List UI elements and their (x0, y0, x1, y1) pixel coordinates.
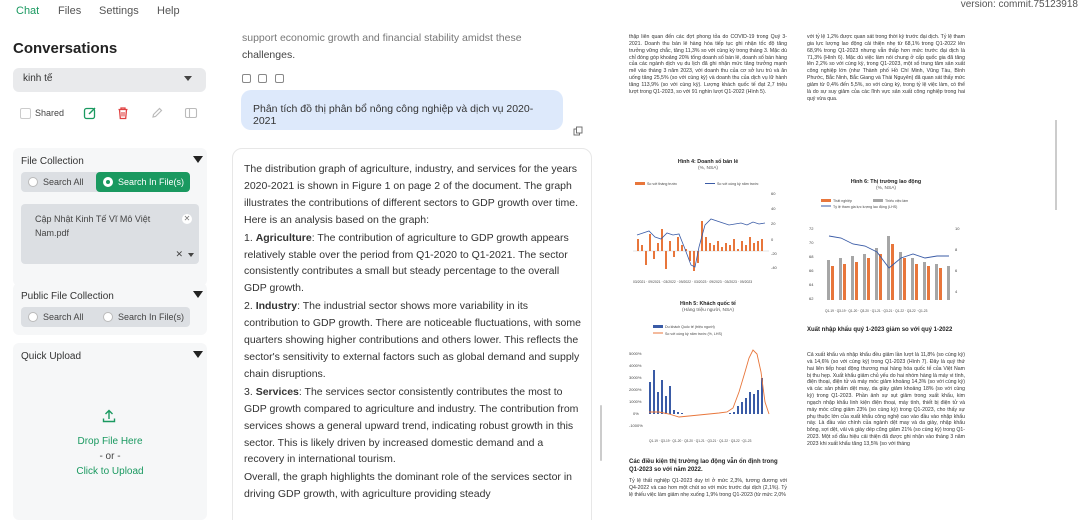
fig6-subtitle: (%, NSA) (876, 186, 896, 191)
svg-text:0: 0 (771, 237, 774, 242)
search-in-files-option[interactable] (96, 172, 190, 192)
upload-or-text: - or - (99, 451, 121, 462)
tab-settings[interactable]: Settings (99, 5, 139, 17)
file-collection-panel (13, 148, 207, 286)
fig6-legend-label-1: Thất nghiệp (833, 199, 852, 203)
thumbs-up-icon[interactable] (242, 74, 251, 83)
sidebar-toggle-icon[interactable] (184, 106, 198, 120)
svg-text:40: 40 (771, 206, 776, 211)
public-search-in-files-option[interactable] (96, 307, 190, 327)
assistant-message (232, 148, 592, 520)
svg-text:-1000%: -1000% (629, 423, 643, 428)
fig4-legend-label-1: So với tháng trước (647, 182, 678, 186)
caret-down-icon (184, 76, 192, 81)
fig4-legend-swatch-orange (635, 182, 645, 185)
svg-text:62: 62 (809, 296, 814, 301)
svg-text:72: 72 (809, 226, 814, 231)
fig4-retail-chart (629, 179, 787, 294)
search-all-radio[interactable] (28, 177, 38, 187)
thumbs-down-icon[interactable] (258, 74, 267, 83)
public-file-collection-panel (13, 283, 207, 335)
svg-text:20: 20 (771, 221, 776, 226)
tab-chat[interactable]: Chat (16, 5, 40, 17)
answer-point-services: 3. Services: The services sector consistently contributes the most to GDP growth compared to agriculture and industry. The contribution from services shows a general upward trend, indicating robust growth in this sector. This is likely driven by increased domestic demand and a recovery in international tourism. (244, 385, 579, 466)
copy-icon[interactable] (573, 126, 583, 136)
conversations-title: Conversations (13, 40, 118, 57)
svg-text:60: 60 (771, 191, 776, 196)
svg-text:3000%: 3000% (629, 375, 642, 380)
pdf-scrollbar[interactable] (1055, 120, 1057, 210)
sidebar (0, 26, 220, 520)
drop-file-text[interactable]: Drop File Here (77, 436, 143, 447)
fig6-legend-label-3: Tỷ lệ tham gia lực lượng lao động (LHS) (833, 205, 898, 209)
labour-heading: Các điều kiện thị trường lao động vẫn ổn định trong Q1-2023 so với năm 2022. (629, 459, 778, 473)
doc-paragraph-trade: Cả xuất khẩu và nhập khẩu đều giảm lần lượt là 11,8% (so cùng kỳ) và 14,6% (so với cùng kỳ) trong Q1-2023 (Hình 7). Đây là quý thứ hai liên tiếp hoạt động thương mại hàng hóa quốc tế của Việt Nam bị thu hẹp. Xuất khẩu giảm chủ yếu do hai nhóm hàng là máy vi tính, điện thoại, điện tử và máy móc giảm khoảng 14,3% (so với cùng kỳ) và các sản phẩm dệt may, da giày giảm khoảng 18% (so với cùng kỳ) trong Q1-2023. Phần ảnh sự sụt giảm trong xuất khẩu, kim ngạch nhập khẩu linh kiện điện thoại, máy tính, thiết bị điện tử và máy móc cũng giảm 23% (so cùng kỳ) trong Q1-2023, cho thấy sự phụ thuộc lớn của xuất khẩu công nghệ cao vào đầu vào nhập khẩu này. Là đầu vào chính của ngành dệt may và da giày, nhập khẩu bông, sợi dệt, vải và giày dép cũng giảm 21% (so cùng kỳ) trong Q1-2023. Một số đầu hiệu cải thiện đã được ghi nhận vào tháng 3 năm 2023 khi xuất khẩu tăng 13,5% (so với tháng (807, 352, 965, 447)
svg-text:68: 68 (809, 254, 814, 259)
collapse-triangle-icon[interactable] (193, 291, 203, 298)
new-conversation-icon[interactable] (83, 106, 97, 120)
tab-help[interactable]: Help (157, 5, 180, 17)
previous-message-text: challenges. (242, 49, 296, 61)
svg-text:4: 4 (955, 289, 958, 294)
fig6-legend-swatch-grey (873, 199, 883, 202)
pdf-preview (615, 26, 977, 520)
remove-file-icon[interactable]: ✕ (183, 214, 191, 223)
fig5-legend-label-2: So với cùng kỳ năm trước (%, LHS) (665, 332, 723, 336)
rename-pencil-icon[interactable] (150, 106, 164, 120)
doc-paragraph-retail: thập liên quan đến các đợt phong tỏa do COVID-19 trong Quý 3-2021. Doanh thu bán lẻ hàng hóa tiếp tục ghi nhận tốc độ tăng trưởng vững chắc, tăng 11,3% so với cùng kỳ trong tháng 3. Mặc dù chỉ đóng góp khoảng 20% tổng doanh số bán lẻ, doanh số bán hàng của các ngành dịch vụ du lịch đã ghi nhận mức tăng trưởng mạnh mẽ vào tháng 3 năm 2023, với doanh thu của cơ sở lưu trú và ăn uống tăng 25,5% (so với cùng kỳ) và doanh thu của dịch vụ lữ hành tăng 113,9% (so với cùng kỳ). Lượng khách quốc tế đạt 2,7 triệu lượt trong Q1-2023, so với 91 nghìn lượt Q1-2022 (Hình 5). (629, 34, 787, 95)
doc-paragraph-labour: Tỷ lệ thất nghiệp Q1-2023 duy trì ở mức 2,3%, tương đương với Q4-2022 và cao hơn một chút so với mức trước đại dịch (2,1%). Tỷ lệ thiếu việc làm giảm nhẹ xuống 1,9% trong Q1-2023 (từ mức 2,0% (629, 478, 787, 498)
public-search-all-label: Search All (43, 312, 84, 322)
file-multiselect[interactable] (21, 204, 199, 264)
top-nav (0, 0, 1080, 26)
answer-point-industry: 2. Industry: The industrial sector shows more variability in its contribution to GDP growth. There are noticeable fluctuations, with some quarters showing higher contributions and others lower. This reflects the sector's sensitivity to external factors such as global demand and supply chain disruptions. (244, 300, 581, 380)
quick-upload-title: Quick Upload (21, 351, 82, 362)
svg-text:5000%: 5000% (629, 351, 642, 356)
quick-upload-panel (13, 343, 207, 520)
fig5-legend-label-1: Du khách Quốc tế (triệu người) (665, 325, 715, 329)
fig5-tourist-chart (629, 322, 787, 452)
search-in-files-label: Search In File(s) (118, 177, 185, 187)
clear-selection-icon[interactable]: ✕ (175, 249, 183, 259)
public-search-all-radio[interactable] (28, 312, 38, 322)
trade-heading: Xuất nhập khẩu quý 1-2023 giảm so với quý 1-2022 (807, 327, 953, 333)
public-search-in-files-label: Search In File(s) (118, 312, 185, 322)
public-search-all-option[interactable] (21, 307, 105, 327)
answer-conclusion: Overall, the graph highlights the dominant role of the services sector in driving GDP growth, with agriculture providing steady (244, 471, 573, 501)
collapse-triangle-icon[interactable] (193, 351, 203, 358)
assistant-message-text (244, 161, 584, 504)
copy-icon[interactable] (275, 74, 284, 83)
chat-scrollbar[interactable] (600, 405, 602, 461)
fig4-bars (637, 221, 763, 271)
fig5-bars (649, 370, 763, 414)
message-actions (242, 70, 287, 80)
doc-paragraph-employment: với tỷ lệ 1,2% được quan sát trong thời kỳ trước đại dịch. Tỷ lệ tham gia lực lượng lao động cải thiện nhẹ từ 68,1% trong Q1-2022 lên 68,9% trong Q1-2023 nhưng vẫn thấp hơn mức trước đại dịch là 71,3% (Hình 6). Mặc dù việc làm nói chung ở cấp quốc gia đã tăng lên 2,2% so với cùng kỳ, trong Q1-2023, một số trung tâm sản xuất công nghiệp lớn (như Thành phố Hồ Chí Minh, Vũng Tàu, Bình Phước, Bắc Ninh, Bắc Giang và Thái Nguyên) đã quan sát thấy mức giảm từ 0,4% đến 5,5%, so với cùng kỳ, trong tỷ lệ việc làm, có thể là do sự suy giảm của các lĩnh vực sản xuất công nghiệp trong hai quý vừa qua. (807, 34, 965, 102)
svg-text:Q1-19 · Q3-19 · Q1-20 · Q3-20: Q1-19 · Q3-19 · Q1-20 · Q3-20 · Q1-21 · Q3-21 · Q1-22 · Q3-22 · Q1-23 (649, 439, 752, 443)
svg-text:70: 70 (809, 240, 814, 245)
previous-message-cut-text: support economic growth and financial stability amidst these (242, 32, 522, 44)
chat-panel (228, 26, 598, 520)
public-search-in-files-radio[interactable] (103, 312, 113, 322)
collapse-triangle-icon[interactable] (193, 156, 203, 163)
conversation-toolbar (13, 104, 206, 124)
upload-icon[interactable] (101, 408, 117, 424)
svg-text:6: 6 (955, 268, 958, 273)
svg-text:4000%: 4000% (629, 363, 642, 368)
svg-text:0%: 0% (633, 411, 639, 416)
fig5-legend-swatch-blue (653, 325, 663, 328)
answer-point-agriculture: 1. Agriculture: The contribution of agriculture to GDP growth appears relatively stable over the period from Q1-2020 to Q1-2021. The sector consistently contributes a small but steady percentage to the overall GDP growth. (244, 231, 569, 295)
svg-text:-40: -40 (771, 265, 777, 270)
svg-text:66: 66 (809, 268, 814, 273)
svg-text:-20: -20 (771, 251, 777, 256)
conversation-select-value: kinh tế (23, 73, 53, 84)
conversation-select[interactable] (13, 68, 206, 92)
fig6-title: Hình 6: Thị trường lao động (850, 179, 922, 185)
search-all-option[interactable] (21, 172, 105, 192)
selected-file-chip: Cập Nhật Kinh Tế Vĩ Mô Việt Nam.pdf (35, 214, 151, 238)
fig6-legend-label-2: Thiếu việc làm (885, 199, 909, 203)
click-to-upload-text[interactable]: Click to Upload (76, 466, 144, 477)
shared-toggle[interactable] (13, 104, 73, 124)
public-file-collection-title: Public File Collection (21, 291, 114, 302)
shared-checkbox[interactable] (20, 108, 31, 119)
search-all-label: Search All (43, 177, 84, 187)
svg-text:8: 8 (955, 247, 958, 252)
svg-text:10: 10 (955, 226, 960, 231)
svg-text:1000%: 1000% (629, 399, 642, 404)
fig4-subtitle: (%, NSA) (698, 166, 718, 171)
svg-text:2000%: 2000% (629, 387, 642, 392)
search-in-files-radio[interactable] (103, 177, 113, 187)
fig6-labour-chart (807, 196, 965, 316)
fig4-title: Hình 4: Doanh số bán lẻ (677, 159, 739, 165)
file-collection-title: File Collection (21, 156, 84, 167)
svg-text:64: 64 (809, 282, 814, 287)
fig6-legend-swatch-orange (821, 199, 831, 202)
tab-files[interactable]: Files (58, 5, 82, 17)
svg-text:03/2021 · 09/2021 · 03/2022 ·: 03/2021 · 09/2021 · 03/2022 · 09/2022 · 03/2023 · 09/2023 · 03/2023 · 09/2023 (633, 280, 753, 284)
svg-text:Q1-19 · Q3-19 · Q1-20 · Q3-20: Q1-19 · Q3-19 · Q1-20 · Q3-20 · Q1-21 · Q3-21 · Q1-22 · Q3-22 · Q1-23 (825, 309, 928, 313)
trash-icon[interactable] (116, 106, 130, 120)
fig5-title: Hình 5: Khách quốc tế (680, 301, 736, 307)
shared-label: Shared (35, 108, 65, 118)
file-dropdown-caret-icon[interactable] (188, 253, 194, 257)
fig5-subtitle: (Hàng triệu người, NSA) (682, 308, 734, 313)
user-message: Phân tích đồ thị phân bổ nông công nghiệp và dịch vụ 2020-2021 (241, 90, 563, 130)
answer-intro: The distribution graph of agriculture, industry, and services for the years 2020-2021 is shown in Figure 1 on page 2 of the document. The graph illustrates the contributions of different sectors to GDP growth over time. Here is an analysis based on the graph: (244, 163, 579, 226)
version-label: version: commit.75123918 (960, 0, 1078, 10)
fig4-legend-label-2: So với cùng kỳ năm trước (717, 182, 759, 186)
